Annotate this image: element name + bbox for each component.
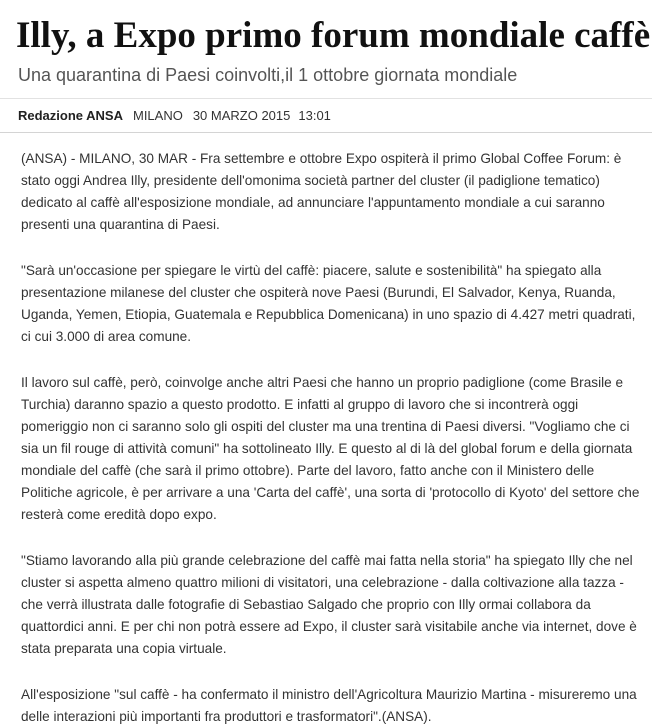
article-body: [21, 148, 646, 728]
article-paragraph: "Sarà un'occasione per spiegare le virtù del caffè: piacere, salute e sostenibilità" ha spiegato alla presentazione milanese del cluster che ospiterà nove Paesi (Burundi, El Salvador, Kenya, Ruanda, Uganda, Yemen, Etiopia, Guatemala e Repubblica Domenicana) in uno spazio di 4.427 metri quadrati, ci cui 3.000 di area comune.: [21, 263, 636, 344]
article-paragraph: Il lavoro sul caffè, però, coinvolge anche altri Paesi che hanno un proprio padiglione (come Brasile e Turchia) daranno spazio a questo prodotto. E infatti al gruppo di lavoro che si incontrerà oggi pomeriggio non ci saranno solo gli ospiti del cluster ma una trentina di Paesi diversi. "Vogliamo che ci sia un fil rouge di attività comuni" ha sottolineato Illy. E questo al di là del global forum e della giornata mondiale del caffè (che sarà il primo ottobre). Parte del lavoro, fatto anche con il Ministero delle Politiche agricole, è per arrivare a una 'Carta del caffè', una sorta di 'protocollo di Kyoto' del settore che resterà come eredità dopo expo.: [21, 375, 640, 522]
byline-date: 30 MARZO 2015: [192, 108, 291, 123]
byline-location: MILANO: [132, 108, 183, 123]
header-divider: [0, 98, 652, 99]
article-subtitle: Una quarantina di Paesi coinvolti,il 1 ottobre giornata mondiale: [18, 65, 518, 85]
article-paragraph: "Stiamo lavorando alla più grande celebrazione del caffè mai fatta nella storia" ha spiegato Illy che nel cluster si aspetta almeno quattro milioni di visitatori, una celebrazione - dalla coltivazione alla tazza - che verrà illustrata dalle fotografie di Sebastiao Salgado che proprio con Illy ormai collabora da quattordici anni. E per chi non potrà essere ad Expo, il cluster sarà visitabile anche via internet, dove è stata preparata una copia virtuale.: [21, 553, 637, 656]
article-title: Illy, a Expo primo forum mondiale caffè: [16, 15, 651, 56]
article-paragraph: (ANSA) - MILANO, 30 MAR - Fra settembre e ottobre Expo ospiterà il primo Global Coffee Forum: è stato oggi Andrea Illy, presidente dell'omonima società partner del cluster (il padiglione tematico) dedicato al caffè all'esposizione mondiale, ad annunciare l'appuntamento mondiale a cui saranno presenti una quarantina di Paesi.: [21, 151, 622, 232]
byline-author: Redazione ANSA: [18, 108, 123, 123]
byline-time: 13:01: [298, 108, 331, 123]
byline-divider: [0, 132, 652, 133]
article-paragraph: All'esposizione "sul caffè - ha confermato il ministro dell'Agricoltura Maurizio Martina - misureremo una delle interazioni più importanti fra produttori e trasformatori".(ANSA).: [21, 687, 637, 724]
byline: [18, 108, 331, 124]
